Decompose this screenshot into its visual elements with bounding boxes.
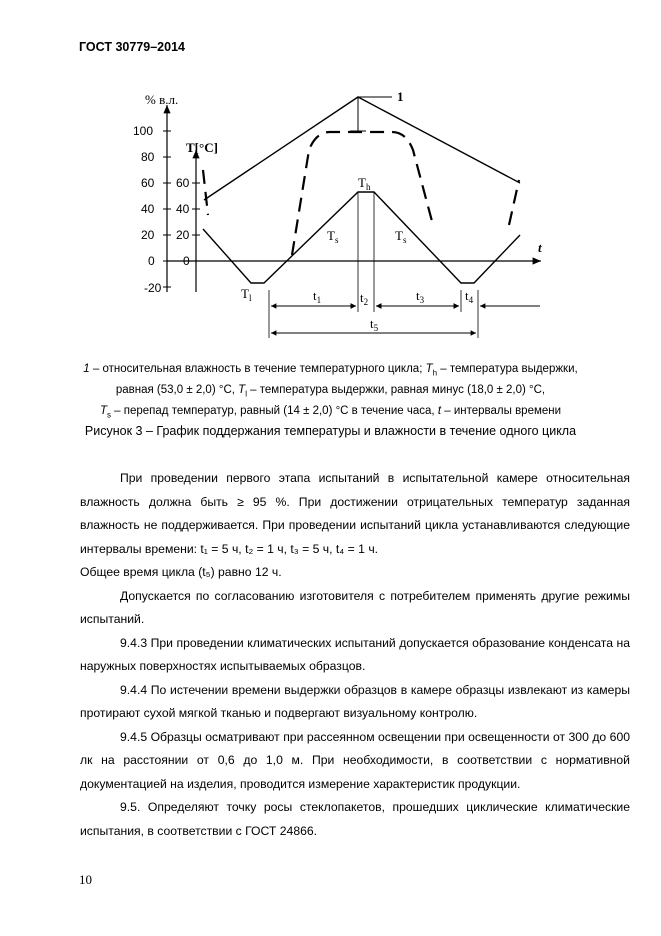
label-tl: $T_l$ xyxy=(241,286,252,303)
paragraph-9-4-3: 9.4.3 При проведении климатических испытаний допускается образование конденсата на наружных поверхностях испытываемых образцов. xyxy=(80,635,630,673)
figure-caption: Рисунок 3 – График поддержания температуры и влажности в течение одного цикла xyxy=(84,424,577,438)
legend-line-3: $T_s$ – перепад температур, равный (14 ± 2,0) °С в течение часа, t – интервалы времени xyxy=(99,405,562,420)
humidity-tick-80: 80 xyxy=(141,150,155,164)
temperature-curve xyxy=(203,192,520,283)
curve-1-marker: 1 xyxy=(397,89,404,104)
page-number: 10 xyxy=(79,872,92,887)
label-t5: $t_5$ xyxy=(370,316,379,333)
temperature-humidity-figure xyxy=(0,0,661,340)
legend-line-1: 1 – относительная влажность в течение температурного цикла; $T_h$ – температура выдержки, xyxy=(83,363,578,378)
interval-arrows xyxy=(271,306,540,333)
label-t2: $t_2$ xyxy=(360,290,369,307)
paragraph-cycle-time: Общее время цикла (t₅) равно 12 ч. xyxy=(80,565,282,579)
humidity-tick-60: 60 xyxy=(141,176,155,190)
paragraph-humidity-intervals: При проведении первого этапа испытаний в испытательной камере относительная влажность должна быть ≥ 95 %. При достижении отрицательных температур заданная влажность не поддерживается. При проведении испытаний цикла устанавливаются следующие интервалы времени: t₁ = 5 ч, t₂ = 1 ч, t₃ = 5 ч, t₄ = 1 ч. xyxy=(80,471,630,556)
label-t1: $t_1$ xyxy=(313,288,322,305)
label-ts-left: $T_s$ xyxy=(327,228,339,245)
humidity-tick-100: 100 xyxy=(133,124,154,138)
humidity-tick-minus20: -20 xyxy=(144,281,162,295)
humidity-axis-label: % в.л. xyxy=(145,92,179,107)
humidity-tick-20: 20 xyxy=(141,228,155,242)
paragraph-9-5: 9.5. Определяют точку росы стеклопакетов, прошедших циклические климатические испытания, в соответствии с ГОСТ 24866. xyxy=(80,800,630,838)
document-header: ГОСТ 30779–2014 xyxy=(79,40,185,54)
humidity-tick-40: 40 xyxy=(141,202,155,216)
label-ts-right: $T_s$ xyxy=(395,228,407,245)
paragraph-9-4-5: 9.4.5 Образцы осматривают при рассеянном освещении при освещенности от 300 до 600 лк на расстоянии от 0,6 до 1,0 м. При необходимости, в соответствии с нормативной документацией на изделия, проводится измерение характеристик продукции. xyxy=(80,729,630,791)
temp-tick-0: 0 xyxy=(183,254,190,268)
label-t4: $t_4$ xyxy=(465,288,474,305)
humidity-tick-0: 0 xyxy=(148,254,155,268)
temp-tick-60: 60 xyxy=(176,176,190,190)
humidity-dashed-curve xyxy=(203,132,519,255)
paragraph-9-4-4: 9.4.4 По истечении времени выдержки образцов в камере образцы извлекают из камеры протирают сухой мягкой тканью и подвергают визуальному контролю. xyxy=(80,682,630,720)
legend-line-2: равная (53,0 ± 2,0) °С, $T_l$ – температура выдержки, равная минус (18,0 ± 2,0) °С, xyxy=(115,384,546,399)
label-th: $T_h$ xyxy=(358,175,371,192)
temperature-axis-label: T[°C] xyxy=(186,140,218,155)
time-axis-label: t xyxy=(538,240,542,255)
temp-tick-40: 40 xyxy=(176,202,190,216)
label-t3: $t_3$ xyxy=(416,288,425,305)
temp-tick-20: 20 xyxy=(176,228,190,242)
paragraph-other-modes: Допускается по согласованию изготовителя с потребителем применять другие режимы испытаний. xyxy=(80,588,630,626)
body-text xyxy=(80,467,630,843)
